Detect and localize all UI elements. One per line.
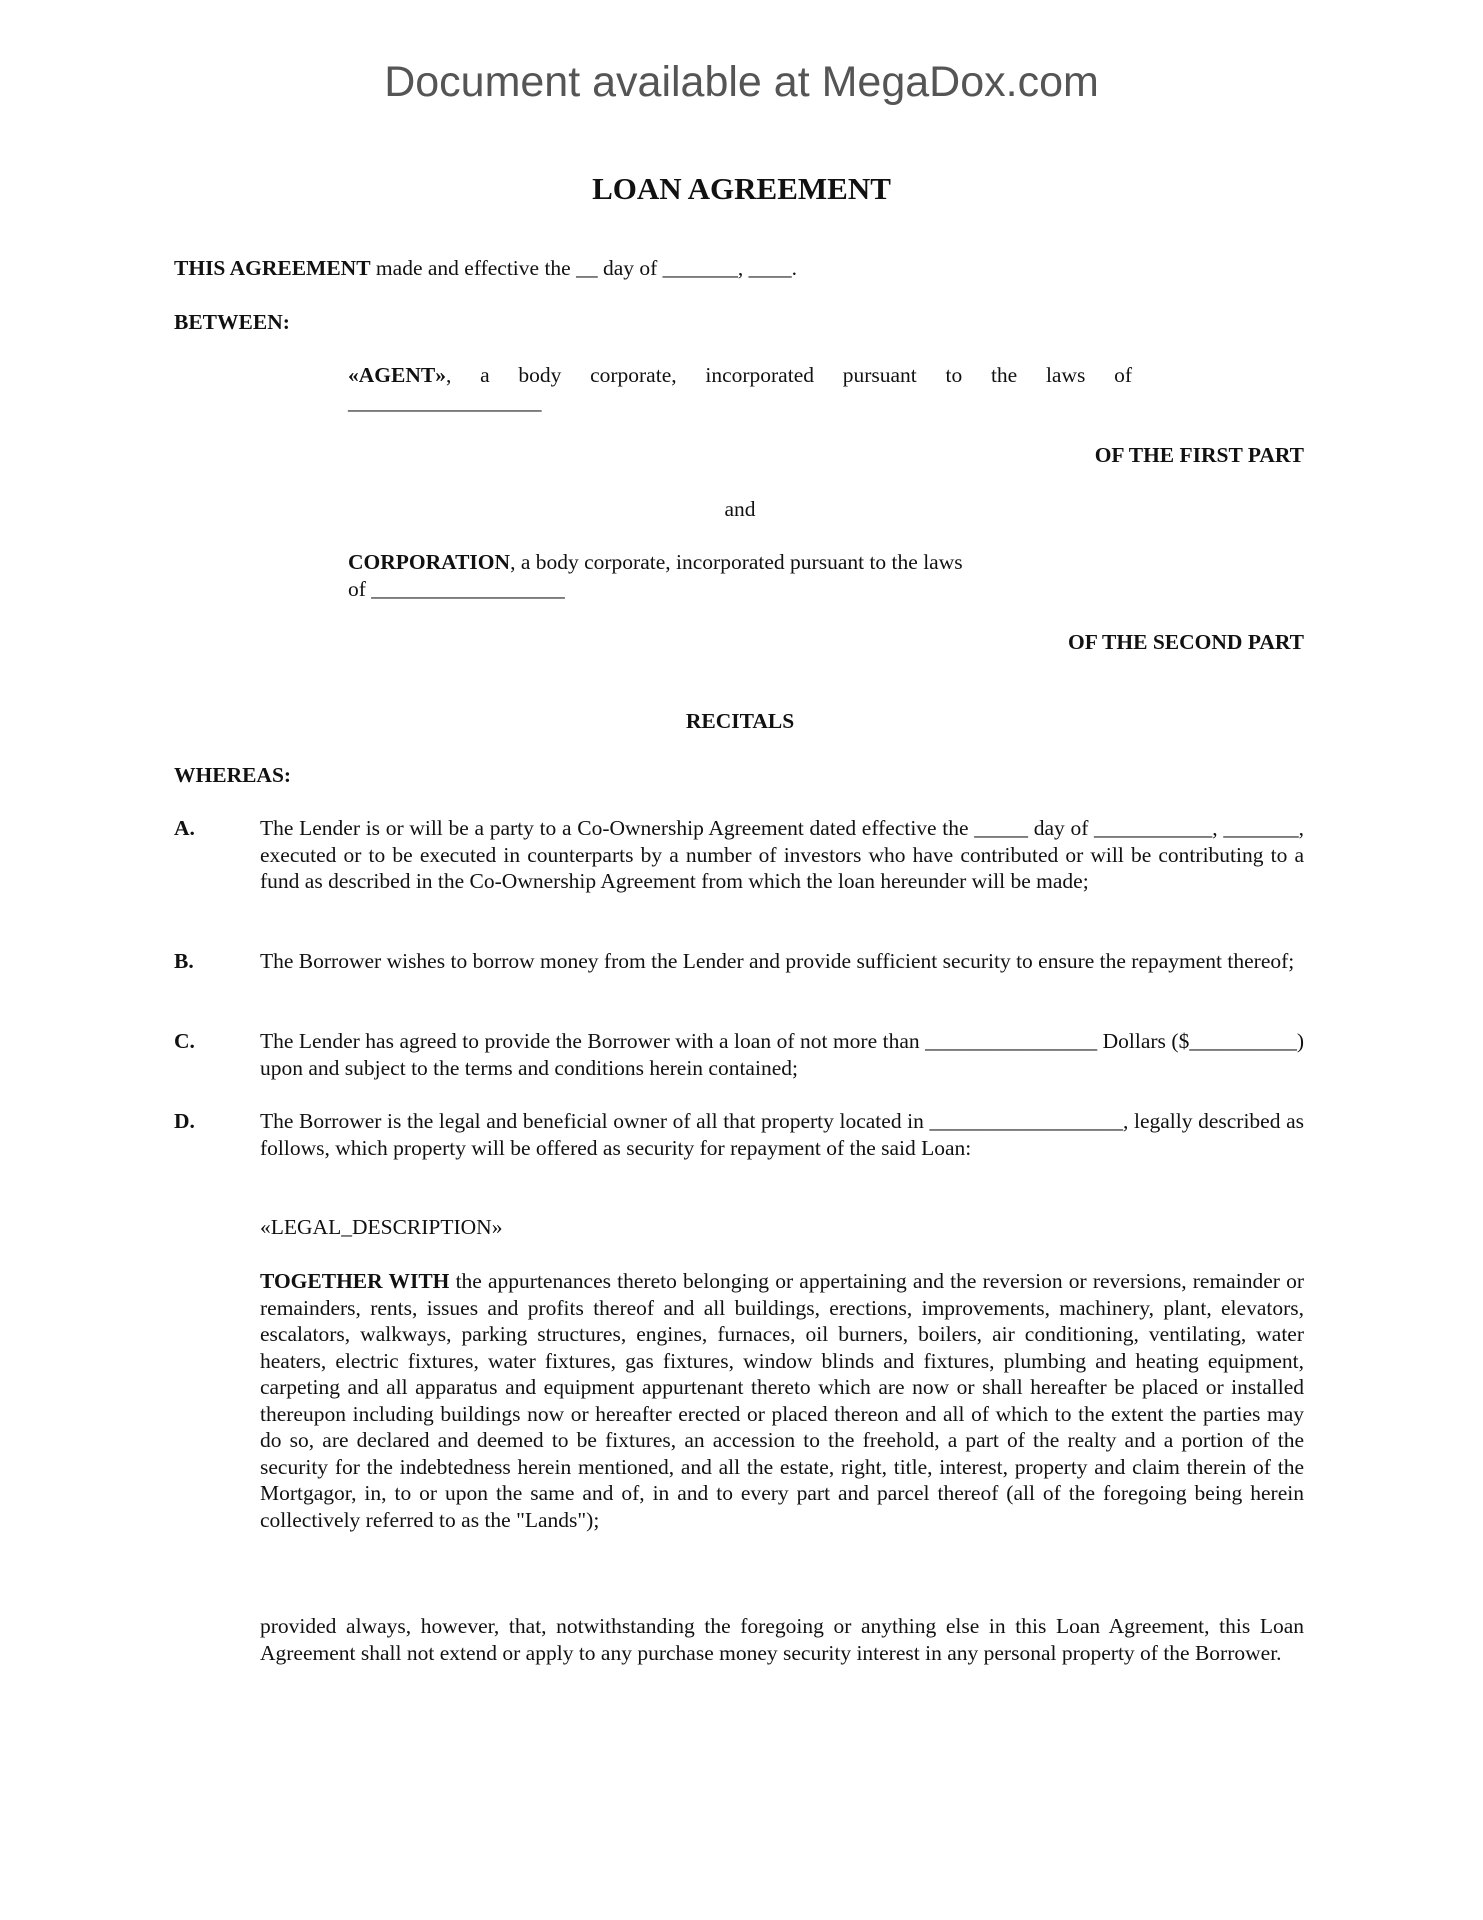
party1-line — [348, 362, 1132, 389]
together-with-paragraph — [260, 1268, 1304, 1533]
legal-description-placeholder: «LEGAL_DESCRIPTION» — [260, 1215, 503, 1239]
together-text: the appurtenances thereto belonging or appertaining and the reversion or reversions, remainder or remainders, rents, issues and profits thereof and all buildings, erections, improvements, machinery, plant, elevators, escalators, walkways, parking structures, engines, furnaces, oil burners, boilers, air conditioning, ventilating, water heaters, electric fixtures, water fixtures, gas fixtures, window blinds and fixtures, plumbing and heating equipment, carpeting and all apparatus and equipment appurtenant thereto which are now or shall hereafter be placed or installed thereupon including buildings now or hereafter erected or placed thereon and all of which to the extent the parties may do so, are declared and deemed to be fixtures, an accession to the freehold, a part of the realty and a portion of the security for the indebtedness herein mentioned, and all the estate, right, title, interest, property and claim therein of the Mortgagor, in, to or upon the same and of, in and to every part and parcel thereof (all of the foregoing being herein collectively referred to as the "Lands"); — [260, 1269, 1304, 1532]
proviso-paragraph: provided always, however, that, notwithstanding the foregoing or anything else in this Loan Agreement, this Loan Agreement shall not extend or apply to any purchase money security interest in any personal property of the Borrower. — [260, 1614, 1304, 1665]
recital-text: The Lender has agreed to provide the Borrower with a loan of not more than ________________ Dollars ($__________) upon and subject to the terms and conditions herein contained; — [260, 1029, 1304, 1080]
party2-text: , a body corporate, incorporated pursuant to the laws — [510, 550, 963, 574]
watermark-banner: Document available at MegaDox.com — [384, 58, 1099, 106]
party1-name: «AGENT» — [348, 363, 446, 387]
recital-letter: D. — [174, 1109, 195, 1133]
intro-bold: THIS AGREEMENT — [174, 256, 371, 280]
recitals-heading: RECITALS — [685, 709, 795, 733]
recital-letter: B. — [174, 949, 194, 973]
recital-letter: C. — [174, 1029, 195, 1053]
together-bold: TOGETHER WITH — [260, 1269, 450, 1293]
between-label: BETWEEN: — [174, 310, 290, 334]
intro-text: made and effective the __ day of _______, ____. — [370, 256, 798, 280]
recital-letter: A. — [174, 816, 195, 840]
whereas-label: WHEREAS: — [174, 763, 292, 787]
party2-line — [348, 549, 1132, 576]
party1-blank: __________________ — [348, 390, 542, 414]
party2-line2: of __________________ — [348, 577, 565, 601]
party1-role: OF THE FIRST PART — [1094, 443, 1304, 467]
party2-name: CORPORATION — [348, 550, 511, 574]
party2-role: OF THE SECOND PART — [1068, 630, 1304, 654]
and-word: and — [724, 497, 756, 521]
recital-text: The Lender is or will be a party to a Co-Ownership Agreement dated effective the _____ day of ___________, _______, executed or to be executed in counterparts by a number of investors who have contributed or will be contributing to a fund as described in the Co-Ownership Agreement from which the loan hereunder will be made; — [260, 816, 1304, 893]
document-title: LOAN AGREEMENT — [592, 171, 891, 206]
recital-text: The Borrower is the legal and beneficial owner of all that property located in __________________, legally described as follows, which property will be offered as security for repayment of the said Loan: — [260, 1109, 1304, 1160]
recital-text: The Borrower wishes to borrow money from the Lender and provide sufficient security to ensure the repayment thereof; — [260, 949, 1295, 973]
party1-text: , a body corporate, incorporated pursuant to the laws of — [445, 363, 1132, 387]
intro-paragraph — [174, 255, 1304, 282]
